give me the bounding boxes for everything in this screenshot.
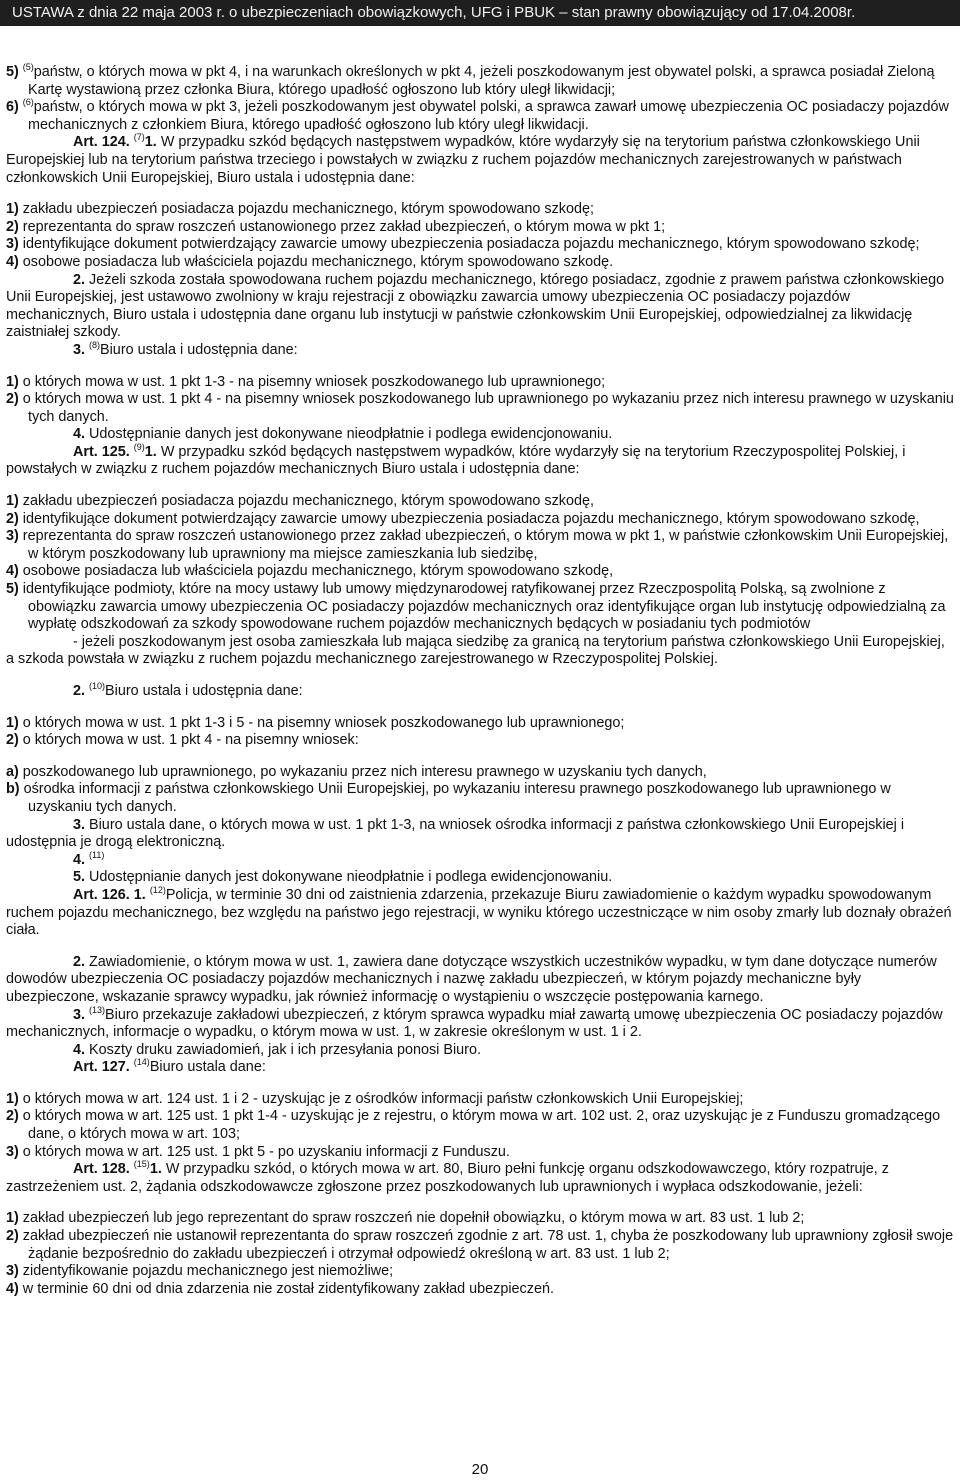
section-paragraph	[6, 869, 956, 887]
item-number: 6)	[6, 99, 19, 116]
body-paragraph	[6, 634, 956, 669]
list-item	[6, 236, 956, 254]
paragraph-text: Biuro przekazuje zakładowi ubezpieczeń, z którym sprawca wypadku miał zawartą umowę ubezpieczenia OC posiadaczy pojazdów mechanicznych, informacje o wypadku, o którym mowa w ust. 1, w zakresie określonym w ust. 1 i 2.	[6, 1006, 943, 1041]
paragraph-text: zidentyfikowanie pojazdu mechanicznego jest niemożliwe;	[22, 1263, 394, 1280]
section-paragraph	[6, 426, 956, 444]
list-item	[6, 219, 956, 237]
paragraph-text: w terminie 60 dni od dnia zdarzenia nie został zidentyfikowany zakład ubezpieczeń.	[22, 1280, 554, 1297]
section-number: 1.	[133, 886, 146, 903]
article-paragraph	[6, 887, 956, 940]
article-paragraph	[6, 444, 956, 479]
paragraph-spacer	[6, 940, 956, 954]
paragraph-text: o których mowa w ust. 1 pkt 1-3 i 5 - na pisemny wniosek poszkodowanego lub uprawnionego;	[22, 714, 625, 731]
article-number: Art. 128.	[73, 1161, 130, 1178]
paragraph-text: zakład ubezpieczeń lub jego reprezentant do spraw roszczeń nie dopełnił obowiązku, o którym mowa w art. 83 ust. 1 lub 2;	[22, 1210, 805, 1227]
item-number: 1)	[6, 493, 19, 510]
paragraph-text: Zawiadomienie, o którym mowa w ust. 1, zawiera dane dotyczące wszystkich uczestników wypadku, w tym dane dotyczące numerów dowodów ubezpieczenia OC posiadaczy pojazdów mechanicznych i nazwę zakładu ubezpieczeń, w którym pojazdy mechaniczne były ubezpieczone, wskazanie sprawcy wypadku, jak również informację o wystąpieniu o wszczęcie postępowania karnego.	[6, 953, 937, 1005]
paragraph-text: W przypadku szkód, o których mowa w art. 80, Biuro pełni funkcję organu odszkodowawczego, który rozpatruje, z zastrzeżeniem ust. 2, żądania odszkodowawcze zgłoszone przez poszkodowanych lub uprawnionych i wypłaca odszkodowanie, jeżeli:	[6, 1161, 889, 1195]
paragraph-text: identyfikujące podmioty, które na mocy ustawy lub umowy międzynarodowej ratyfikowanej przez Rzeczpospolitą Polską, są zwolnione z obowiązku zawarcia umowy ubezpieczenia OC posiadaczy pojazdów mechanicznych oraz identyfikujące organ lub instytucję odpowiedzialną za wypłatę odszkodowań za szkody spowodowane ruchem pojazdów mechanicznych będących w posiadaniu tych podmiotów	[22, 581, 946, 633]
list-item	[6, 764, 956, 782]
item-number: 2)	[6, 1228, 19, 1245]
list-item	[6, 581, 956, 634]
item-number: 1)	[6, 714, 19, 731]
section-paragraph	[6, 1004, 956, 1042]
paragraph-spacer	[6, 1077, 956, 1091]
paragraph-text: identyfikujące dokument potwierdzający zawarcie umowy ubezpieczenia posiadacza pojazdu mechanicznego, którym spowodowano szkodę;	[22, 236, 920, 253]
section-paragraph	[6, 342, 956, 360]
paragraph-spacer	[6, 750, 956, 764]
document-body	[6, 64, 956, 1298]
list-item	[6, 1108, 956, 1143]
item-number: 4)	[6, 563, 19, 580]
paragraph-text: zakładu ubezpieczeń posiadacza pojazdu mechanicznego, którym spowodowano szkodę,	[22, 493, 594, 510]
item-number: 2)	[6, 510, 19, 527]
paragraph-text: zakład ubezpieczeń nie ustanowił reprezentanta do spraw roszczeń zgodnie z art. 78 ust. 1, chyba że poszkodowany lub uprawniony zgłosił swoje żądanie bezpośrednio do zakładu ubezpieczeń i otrzymał odpowiedź określoną w art. 83 ust. 1 lub 2;	[22, 1228, 954, 1262]
paragraph-text: W przypadku szkód będących następstwem wypadków, które wydarzyły się na terytorium Rzeczypospolitej Polskiej, i powstałych w związku z ruchem pojazdów mechanicznych Biuro ustala i udostępnia dane:	[6, 443, 906, 478]
footnote-ref: (8)	[89, 340, 101, 351]
paragraph-text: Policja, w terminie 30 dni od zaistnienia zdarzenia, przekazuje Biuru zawiadomienie o każdym wypadku spowodowanym ruchem pojazdu mechanicznego, bez względu na państwo jego rejestracji, w wyniku którego uczestniczące w nim osoby zmarły lub doznały obrażeń ciała.	[6, 886, 952, 939]
item-number: 3)	[6, 236, 19, 253]
list-item	[6, 511, 956, 529]
footnote-ref: (6)	[22, 97, 34, 108]
item-number: 5)	[6, 581, 19, 598]
section-paragraph	[6, 954, 956, 1007]
item-number: 1)	[6, 1090, 19, 1107]
section-number: 1.	[144, 134, 157, 151]
item-number: 1)	[6, 201, 19, 218]
list-item	[6, 391, 956, 426]
section-number: 1.	[149, 1161, 162, 1178]
list-item	[6, 64, 956, 99]
list-item	[6, 99, 956, 134]
section-paragraph	[6, 272, 956, 342]
paragraph-text: państw, o których mowa w pkt 3, jeżeli poszkodowanym jest obywatel polski, a sprawca zawarł umowę ubezpieczenia OC posiadaczy pojazdów mechanicznych z członkiem Biura, którego upadłość ogłoszono lub który uległ likwidacji.	[28, 99, 949, 133]
footnote-ref: (7)	[133, 132, 145, 143]
paragraph-text: ośrodka informacji z państwa członkowskiego Unii Europejskiej, po wykazaniu interesu prawnego poszkodowanego lub uprawnionego w uzyskaniu tych danych.	[23, 781, 891, 815]
section-number: 3.	[73, 341, 86, 358]
paragraph-text: reprezentanta do spraw roszczeń ustanowionego przez zakład ubezpieczeń, o którym mowa w pkt 1, w państwie członkowskim Unii Europejskiej, w którym poszkodowany lub uprawniony ma miejsce zamieszkania lub siedzibę,	[22, 528, 949, 562]
section-number: 2.	[73, 953, 86, 970]
paragraph-text: Udostępnianie danych jest dokonywane nieodpłatnie i podlega ewidencjonowaniu.	[89, 426, 613, 443]
paragraph-spacer	[6, 669, 956, 683]
section-number: 3.	[73, 816, 86, 833]
list-item	[6, 1228, 956, 1263]
item-number: 2)	[6, 1108, 19, 1125]
article-paragraph	[6, 1059, 956, 1077]
item-number: 5)	[6, 64, 19, 80]
list-item	[6, 201, 956, 219]
paragraph-text: Biuro ustala i udostępnia dane:	[105, 683, 303, 699]
list-item	[6, 254, 956, 272]
footnote-ref: (15)	[133, 1159, 150, 1170]
paragraph-spacer	[6, 1196, 956, 1210]
paragraph-text: W przypadku szkód będących następstwem wypadków, które wydarzyły się na terytorium państwa członkowskiego Unii Europejskiej lub na terytorium państwa trzeciego i powstałych w związku z ruchem pojazdów mechanicznych zarejestrowanych w państwach członkowskich Unii Europejskiej, Biuro ustala i udostępnia dane:	[6, 134, 920, 186]
paragraph-spacer	[6, 479, 956, 493]
section-paragraph	[6, 817, 956, 852]
paragraph-text: Udostępnianie danych jest dokonywane nieodpłatnie i podlega ewidencjonowaniu.	[89, 869, 613, 886]
article-number: Art. 125.	[73, 443, 130, 460]
footnote-ref: (9)	[133, 442, 145, 453]
item-number: 1)	[6, 373, 19, 390]
footnote-ref: (11)	[89, 849, 105, 860]
item-number: 4)	[6, 1280, 19, 1297]
paragraph-text: Biuro ustala i udostępnia dane:	[100, 341, 298, 358]
article-paragraph	[6, 134, 956, 187]
item-number: 2)	[6, 391, 19, 408]
item-number: b)	[6, 781, 20, 798]
section-number: 4.	[73, 851, 86, 868]
list-item	[6, 781, 956, 816]
page-number: 20	[471, 1461, 489, 1478]
paragraph-text: o których mowa w art. 124 ust. 1 i 2 - uzyskując je z ośrodków informacji państw członkowskich Unii Europejskiej;	[22, 1090, 744, 1107]
paragraph-spacer	[6, 360, 956, 374]
paragraph-spacer	[6, 187, 956, 201]
paragraph-text: Jeżeli szkoda została spowodowana ruchem pojazdu mechanicznego, którego posiadacz, zgodnie z prawem państwa członkowskiego Unii Europejskiej, jest ustawowo zwolniony w kraju rejestracji z obowiązku zawarcia umowy ubezpieczenia OC posiadaczy pojazdów mechanicznych, Biuro ustala i udostępnia dane organu lub instytucji w państwie członkowskim Unii Europejskiej, odpowiedzialnej za likwidację zaistniałej szkody.	[6, 271, 945, 341]
paragraph-text: o których mowa w art. 125 ust. 1 pkt 1-4 - uzyskując je z rejestru, o którym mowa w art. 102 ust. 2, oraz uzyskując je z Funduszu gromadzącego dane, o których mowa w art. 103;	[22, 1108, 941, 1143]
item-number: 3)	[6, 1143, 19, 1160]
list-item	[6, 732, 956, 750]
paragraph-spacer	[6, 701, 956, 715]
section-number: 2.	[73, 271, 86, 288]
paragraph-text: reprezentanta do spraw roszczeń ustanowionego przez zakład ubezpieczeń, o którym mowa w pkt 1;	[22, 218, 666, 235]
article-number: Art. 127.	[73, 1059, 130, 1076]
paragraph-text: zakładu ubezpieczeń posiadacza pojazdu mechanicznego, którym spowodowano szkodę;	[22, 201, 594, 218]
list-item	[6, 1263, 956, 1281]
footnote-ref: (5)	[22, 62, 34, 73]
item-number: a)	[6, 763, 19, 780]
section-number: 4.	[73, 426, 86, 443]
section-number: 5.	[73, 869, 86, 886]
list-item	[6, 563, 956, 581]
paragraph-text: - jeżeli poszkodowanym jest osoba zamieszkała lub mająca siedzibę za granicą na terytorium państwa członkowskiego Unii Europejskiej, a szkoda powstała w związku z ruchem pojazdu mechanicznego zarejestrowanego w Rzeczypospolitej Polskiej.	[6, 633, 945, 668]
list-item	[6, 374, 956, 392]
item-number: 1)	[6, 1210, 19, 1227]
list-item	[6, 493, 956, 511]
list-item	[6, 1091, 956, 1109]
item-number: 2)	[6, 732, 19, 749]
list-item	[6, 528, 956, 563]
paragraph-text: państw, o których mowa w pkt 4, i na warunkach określonych w pkt 4, jeżeli poszkodowanym jest obywatel polski, a sprawca posiadał Zieloną Kartę wystawioną przez członka Biura, którego upadłość ogłoszono lub który uległ likwidacji;	[28, 64, 935, 98]
list-item	[6, 1281, 956, 1299]
paragraph-text: Biuro ustala dane, o których mowa w ust. 1 pkt 1-3, na wniosek ośrodka informacji z państwa członkowskiego Unii Europejskiej i udostępnia je drogą elektroniczną.	[6, 816, 905, 851]
item-number: 4)	[6, 253, 19, 270]
paragraph-text: identyfikujące dokument potwierdzający zawarcie umowy ubezpieczenia posiadacza pojazdu mechanicznego, którym spowodowano szkodę,	[22, 510, 920, 527]
item-number: 2)	[6, 218, 19, 235]
item-number: 3)	[6, 1263, 19, 1280]
section-number: 3.	[73, 1006, 86, 1023]
paragraph-text: Biuro ustala dane:	[149, 1059, 266, 1076]
paragraph-text: poszkodowanego lub uprawnionego, po wykazaniu przez nich interesu prawnego w uzyskaniu tych danych,	[22, 763, 707, 780]
paragraph-text: o których mowa w ust. 1 pkt 1-3 - na pisemny wniosek poszkodowanego lub uprawnionego;	[22, 373, 606, 390]
footnote-ref: (14)	[133, 1057, 150, 1068]
section-paragraph	[6, 683, 956, 701]
section-number: 4.	[73, 1041, 86, 1058]
article-paragraph	[6, 1161, 956, 1196]
paragraph-text: osobowe posiadacza lub właściciela pojazdu mechanicznego, którym spowodowano szkodę.	[22, 253, 614, 270]
paragraph-text: Koszty druku zawiadomień, jak i ich przesyłania ponosi Biuro.	[89, 1041, 481, 1058]
section-number: 1.	[144, 443, 157, 460]
paragraph-text: o których mowa w ust. 1 pkt 4 - na pisemny wniosek poszkodowanego lub uprawnionego po wykazaniu przez nich interesu prawnego w uzyskaniu tych danych.	[22, 391, 954, 425]
section-paragraph	[6, 849, 956, 870]
paragraph-text: o których mowa w art. 125 ust. 1 pkt 5 - po uzyskaniu informacji z Funduszu.	[22, 1143, 510, 1160]
article-number: Art. 126.	[73, 886, 130, 903]
footnote-ref: (13)	[89, 1004, 106, 1015]
list-item	[6, 715, 956, 733]
section-number: 2.	[73, 683, 86, 699]
item-number: 3)	[6, 528, 19, 545]
paragraph-text: o których mowa w ust. 1 pkt 4 - na pisemny wniosek:	[22, 732, 359, 749]
list-item	[6, 1210, 956, 1228]
footnote-ref: (10)	[89, 681, 106, 692]
document-header: USTAWA z dnia 22 maja 2003 r. o ubezpieczeniach obowiązkowych, UFG i PBUK – stan prawny obowiązujący od 17.04.2008r.	[0, 0, 960, 26]
paragraph-text: osobowe posiadacza lub właściciela pojazdu mechanicznego, którym spowodowano szkodę,	[22, 563, 614, 580]
footnote-ref: (12)	[149, 885, 166, 896]
article-number: Art. 124.	[73, 134, 130, 151]
